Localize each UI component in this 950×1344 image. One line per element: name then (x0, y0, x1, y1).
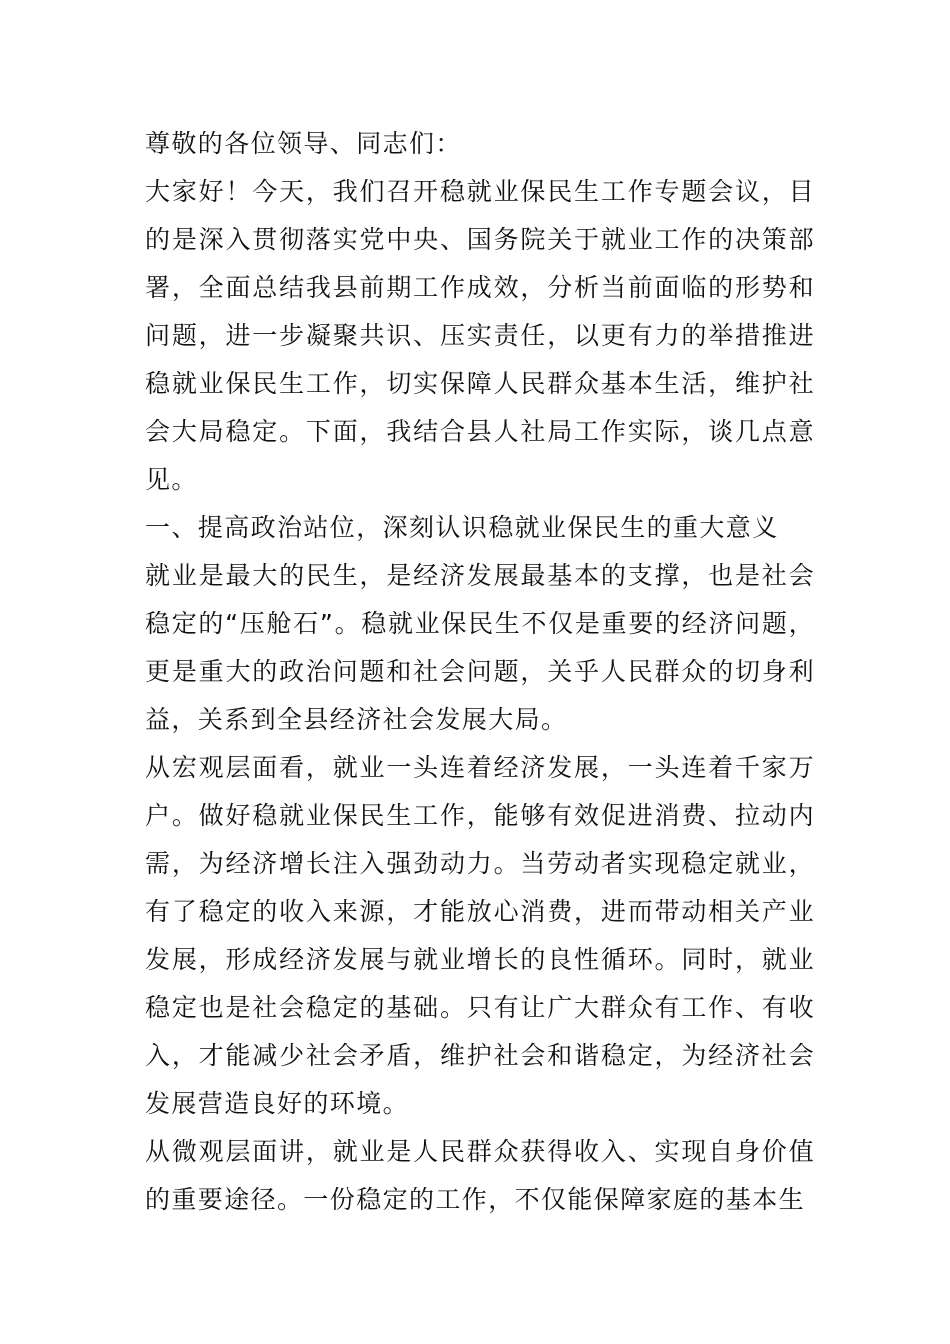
document-body (145, 120, 815, 1224)
paragraph-opening: 大家好！今天，我们召开稳就业保民生工作专题会议，目的是深入贯彻落实党中央、国务院关于就业工作的决策部署，全面总结我县前期工作成效，分析当前面临的形势和问题，进一步凝聚共识、压实责任，以更有力的举措推进稳就业保民生工作，切实保障人民群众基本生活，维护社会大局稳定。下面，我结合县人社局工作实际，谈几点意见。 (145, 177, 815, 494)
salutation: 尊敬的各位领导、同志们： (145, 129, 462, 158)
section-heading-1: 一、提高政治站位，深刻认识稳就业保民生的重大意义 (145, 513, 779, 542)
paragraph-employment-significance: 就业是最大的民生，是经济发展最基本的支撑，也是社会稳定的“压舱石”。稳就业保民生不仅是重要的经济问题，更是重大的政治问题和社会问题，关乎人民群众的切身利益，关系到全县经济社会发展大局。 (145, 561, 815, 734)
paragraph-macro-level: 从宏观层面看，就业一头连着经济发展，一头连着千家万户。做好稳就业保民生工作，能够有效促进消费、拉动内需，为经济增长注入强劲动力。当劳动者实现稳定就业，有了稳定的收入来源，才能放心消费，进而带动相关产业发展，形成经济发展与就业增长的良性循环。同时，就业稳定也是社会稳定的基础。只有让广大群众有工作、有收入，才能减少社会矛盾，维护社会和谐稳定，为经济社会发展营造良好的环境。 (145, 753, 815, 1118)
paragraph-micro-level: 从微观层面讲，就业是人民群众获得收入、实现自身价值的重要途径。一份稳定的工作，不仅能保障家庭的基本生 (145, 1137, 815, 1214)
